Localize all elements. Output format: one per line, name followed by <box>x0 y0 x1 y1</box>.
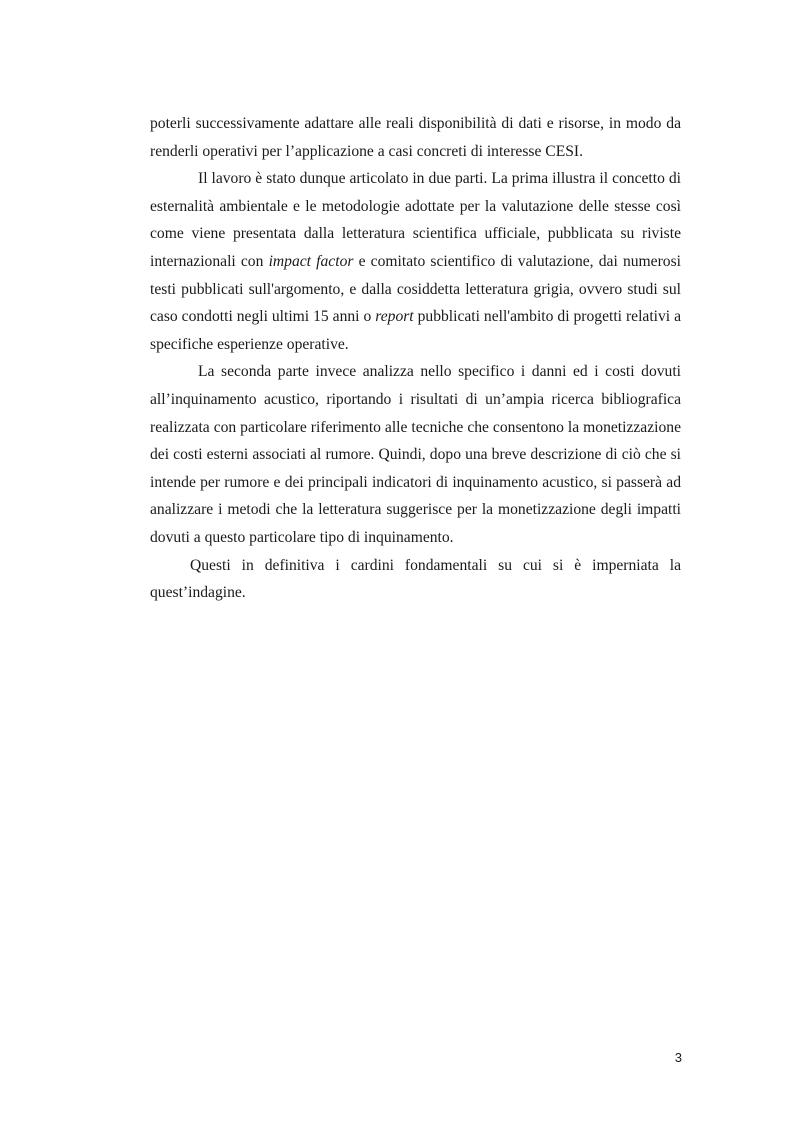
paragraph-2-italic-report: report <box>375 308 414 326</box>
paragraph-3-text: La seconda parte invece analizza nello specifico i danni ed i costi dovuti all’inquinamento acustico, riportando i risultati di un’ampia ricerca bibliografica realizzata con particolare riferimento alle tecniche che consentono la monetizzazione dei costi esterni associati al rumore. Quindi, dopo una breve descrizione di ciò che si intende per rumore e dei principali indicatori di inquinamento acustico, si passerà ad analizzare i metodi che la letteratura suggerisce per la monetizzazione degli impatti dovuti a questo particolare tipo di inquinamento. <box>150 363 681 546</box>
body-text <box>150 110 681 607</box>
paragraph-4-text: Questi in definitiva i cardini fondamentali su cui si è imperniata la quest’indagine. <box>150 556 681 602</box>
paragraph-2-text-b: e comitato scientifico di valutazione, dai numerosi testi pubblicati sull'argomento, e dalla cosiddetta letteratura grigia, ovvero studi sul caso condotti negli ultimi 15 anni o <box>150 252 681 326</box>
paragraph-4 <box>150 552 681 607</box>
paragraph-2 <box>150 165 681 358</box>
paragraph-2-text-c: pubblicati nell'ambito di progetti relativi a specifiche esperienze operative. <box>150 308 681 353</box>
page-number: 3 <box>674 1050 682 1065</box>
paragraph-3 <box>150 358 681 551</box>
paragraph-1-text: poterli successivamente adattare alle reali disponibilità di dati e risorse, in modo da renderli operativi per l’applicazione a casi concreti di interesse CESI. <box>150 115 681 160</box>
paragraph-2-text-a: Il lavoro è stato dunque articolato in due parti. La prima illustra il concetto di esternalità ambientale e le metodologie adottate per la valutazione delle stesse così come viene presentata dalla letteratura scientifica ufficiale, pubblicata su riviste internazionali con <box>150 170 681 270</box>
paragraph-1 <box>150 110 681 165</box>
paragraph-2-italic-impact-factor: impact factor <box>268 252 354 270</box>
